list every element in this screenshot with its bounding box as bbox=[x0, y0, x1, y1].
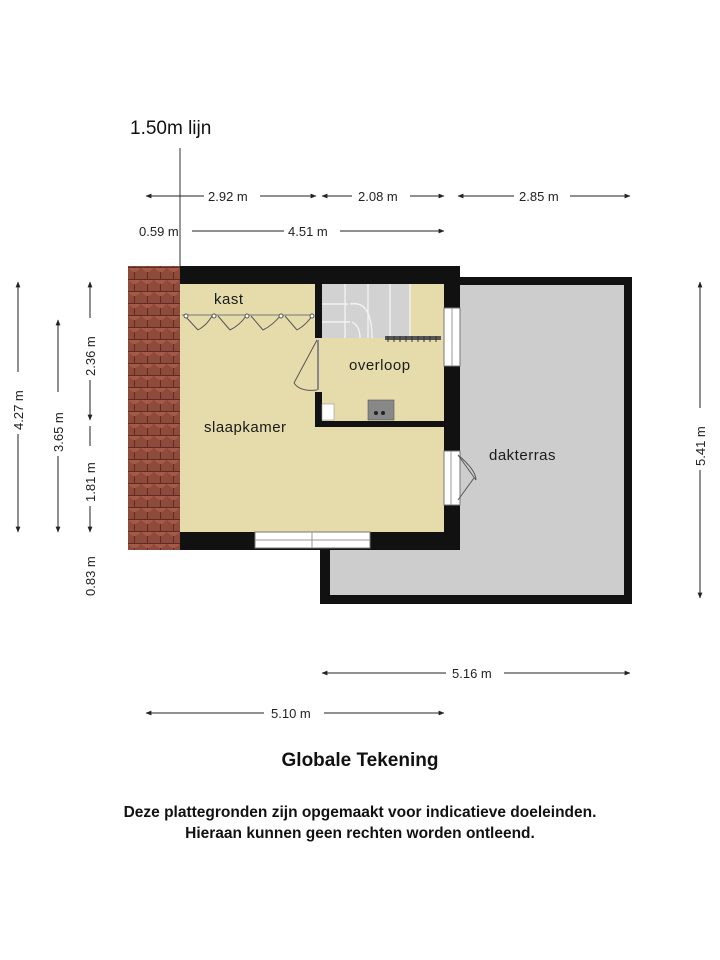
room-label-slaapkamer: slaapkamer bbox=[204, 419, 287, 436]
boiler-icon bbox=[368, 400, 394, 420]
window-slaapkamer bbox=[255, 532, 370, 548]
room-label-kast: kast bbox=[214, 291, 244, 308]
dim-label-bottom-total: 5.10 m bbox=[271, 706, 311, 721]
roof-tiles bbox=[128, 266, 182, 550]
dim-left bbox=[18, 282, 90, 532]
dim-bottom bbox=[146, 673, 630, 713]
window-overloop bbox=[444, 308, 460, 366]
dim-label-top-right: 2.85 m bbox=[519, 189, 559, 204]
dim-label-left-upper: 2.36 m bbox=[83, 336, 98, 376]
line-150-label: 1.50m lijn bbox=[130, 118, 212, 139]
fixture-white bbox=[322, 404, 334, 420]
dim-label-right-height: 5.41 m bbox=[693, 426, 708, 466]
dim-label-top-middle: 2.08 m bbox=[358, 189, 398, 204]
building bbox=[128, 266, 476, 550]
dim-label-left-bottom: 0.83 m bbox=[83, 556, 98, 596]
dim-label-inner-width: 4.51 m bbox=[288, 224, 328, 239]
room-label-overloop: overloop bbox=[349, 357, 411, 374]
room-label-dakterras: dakterras bbox=[489, 447, 557, 464]
dim-label-bottom-terrace: 5.16 m bbox=[452, 666, 492, 681]
dim-label-line-offset: 0.59 m bbox=[139, 224, 179, 239]
disclaimer bbox=[0, 802, 720, 844]
disclaimer-line-1: Deze plattegronden zijn opgemaakt voor indicatieve doeleinden. bbox=[123, 804, 597, 821]
disclaimer-line-2: Hieraan kunnen geen rechten worden ontleend. bbox=[185, 825, 535, 842]
dim-label-left-middle: 3.65 m bbox=[51, 412, 66, 452]
dim-label-left-outer: 4.27 m bbox=[11, 390, 26, 430]
drawing-title: Globale Tekening bbox=[281, 750, 439, 771]
dim-label-left-lower: 1.81 m bbox=[83, 462, 98, 502]
dim-label-top-left: 2.92 m bbox=[208, 189, 248, 204]
